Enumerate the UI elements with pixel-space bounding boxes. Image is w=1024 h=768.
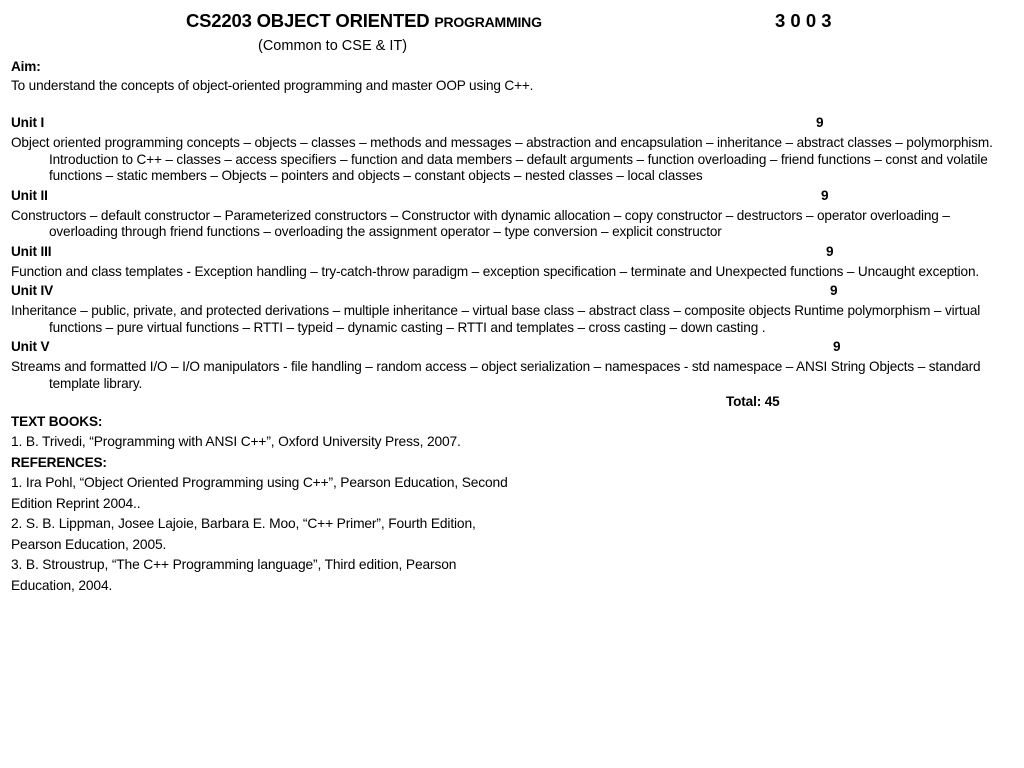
reference-line: 3. B. Stroustrup, “The C++ Programming language”, Third edition, Pearson: [11, 557, 457, 572]
aim-text: To understand the concepts of object-oriented programming and master OOP using C++.: [11, 77, 534, 93]
unit-5-text: Streams and formatted I/O – I/O manipulators - file handling – random access – object serialization – namespaces - std namespace – ANSI String Objects – standard template library.: [11, 359, 981, 391]
reference-line: Education, 2004.: [11, 577, 113, 593]
reference-line: Pearson Education, 2005.: [11, 536, 167, 552]
reference-line: Edition Reprint 2004..: [11, 495, 141, 511]
unit-5-header: [11, 339, 1015, 358]
total-hours: Total: 45: [726, 394, 780, 409]
unit-1-hours: 9: [816, 115, 824, 130]
unit-4-header: [11, 283, 1015, 302]
unit-3-header: [11, 244, 1015, 263]
course-title-small: PROGRAMMING: [434, 14, 542, 30]
textbooks-heading: TEXT BOOKS:: [11, 413, 103, 429]
unit-4-title: Unit IV: [11, 283, 53, 298]
unit-2-hours: 9: [821, 187, 829, 203]
textbook-item: 1. B. Trivedi, “Programming with ANSI C++”, Oxford University Press, 2007.: [11, 433, 461, 449]
course-credits: 3 0 0 3: [775, 10, 832, 31]
syllabus-content: [11, 59, 1015, 596]
unit-5-title: Unit V: [11, 339, 50, 354]
unit-2-text: Constructors – default constructor – Parameterized constructors – Constructor with dynamic allocation – copy constructor – destructors – operator overloading – overloading through friend functions – overloading the assignment operator – type conversion – explicit constructor: [11, 207, 950, 239]
unit-1-text: Object oriented programming concepts – objects – classes – methods and messages – abstraction and encapsulation – inheritance – abstract classes – polymorphism. Introduction to C++ – classes – access specifiers – function and data members – default arguments – function overloading – friend functions – const and volatile functions – static members – Objects – pointers and objects – constant objects – nested classes – local classes: [11, 135, 993, 183]
unit-4-text: Inheritance – public, private, and protected derivations – multiple inheritance – virtual base class – abstract class – composite objects Runtime polymorphism – virtual functions – pure virtual functions – RTTI – typeid – dynamic casting – RTTI and templates – cross casting – down casting .: [11, 303, 981, 335]
unit-5-hours: 9: [833, 339, 841, 354]
course-subtitle: (Common to CSE & IT): [258, 38, 408, 54]
unit-1-title: Unit I: [11, 115, 45, 130]
unit-3-text: Function and class templates - Exception handling – try-catch-throw paradigm – exception specification – terminate and Unexpected functions – Uncaught exception.: [11, 263, 979, 279]
reference-line: 1. Ira Pohl, “Object Oriented Programming using C++”, Pearson Education, Second: [11, 475, 508, 490]
unit-3-title: Unit III: [11, 243, 52, 259]
unit-4-hours: 9: [830, 283, 838, 298]
spacer: [11, 94, 1015, 112]
unit-3-hours: 9: [826, 243, 834, 259]
aim-heading: Aim:: [11, 59, 41, 74]
course-title: [186, 10, 542, 32]
references-heading: REFERENCES:: [11, 455, 107, 470]
unit-2-header: [11, 188, 1015, 207]
unit-1-header: [11, 115, 1015, 134]
reference-line: 2. S. B. Lippman, Josee Lajoie, Barbara E. Moo, “C++ Primer”, Fourth Edition,: [11, 516, 476, 531]
course-title-main: CS2203 OBJECT ORIENTED: [186, 10, 435, 31]
unit-2-title: Unit II: [11, 187, 48, 203]
